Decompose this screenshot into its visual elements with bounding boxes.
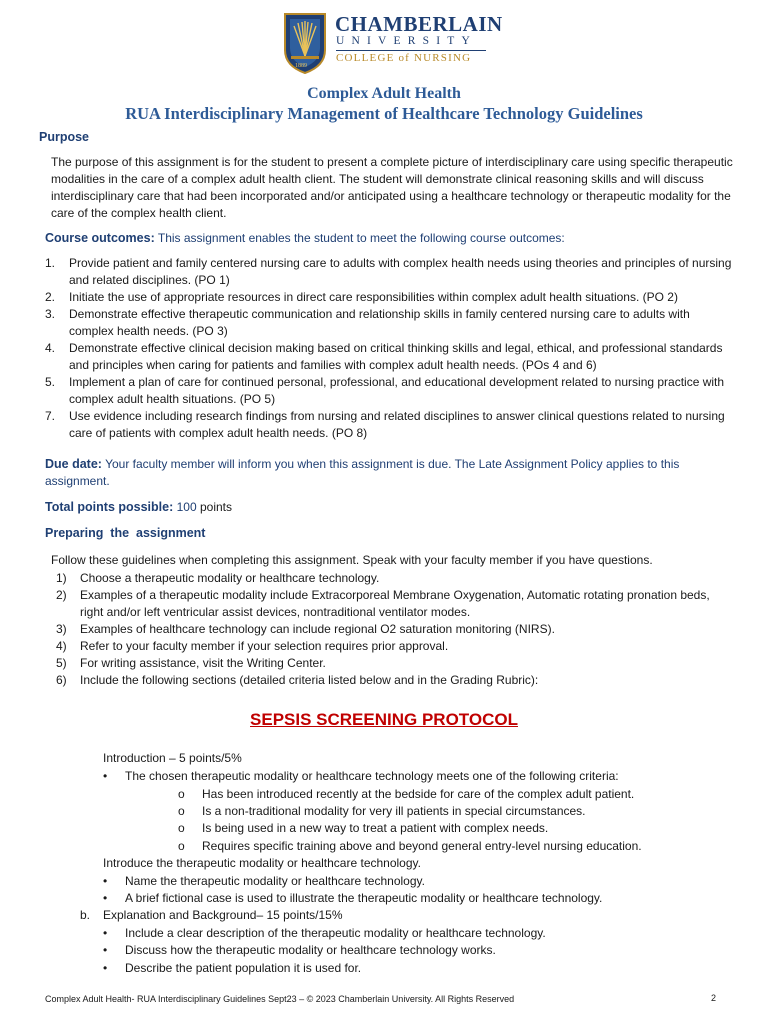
outcomes-list xyxy=(45,255,735,442)
criteria-item: o Is a non-traditional modality for very ill patients in special circumstances. xyxy=(178,804,586,818)
list-item: • Include a clear description of the therapeutic modality or healthcare technology. xyxy=(103,926,546,940)
intro-bullet: • The chosen therapeutic modality or healthcare technology meets one of the following criteria: xyxy=(103,769,619,783)
list-item: • Name the therapeutic modality or healthcare technology. xyxy=(103,874,425,888)
list-item: 3) Examples of healthcare technology can include regional O2 saturation monitoring (NIRS). xyxy=(56,622,555,636)
list-item: 4) Refer to your faculty member if your selection requires prior approval. xyxy=(56,639,449,653)
due-date-label: Due date: xyxy=(45,457,102,471)
criteria-item: o Has been introduced recently at the bedside for care of the complex adult patient. xyxy=(178,787,635,801)
list-item: 5) For writing assistance, visit the Writing Center. xyxy=(56,656,326,670)
introduce-heading: Introduce the therapeutic modality or healthcare technology. xyxy=(103,856,421,870)
list-item: 1. Provide patient and family centered nursing care to adults with complex health needs using theories and principles of nursing and related disciplines. (PO 1) xyxy=(45,256,732,287)
university-logo xyxy=(282,12,503,76)
logo-university: UNIVERSITY xyxy=(336,35,477,47)
logo-divider xyxy=(336,50,486,51)
total-points xyxy=(45,499,232,516)
total-points-unit: points xyxy=(199,500,232,514)
list-item: 4. Demonstrate effective clinical decision making based on critical thinking skills and legal, ethical, and professional standards and principles when caring for patients and families with complex adult health needs. (POs 4 and 6) xyxy=(45,341,723,372)
list-item: 2) Examples of a therapeutic modality include Extracorporeal Membrane Oxygenation, Automatic rotating pronation beds, right and/or left ventricular assist devices, nontraditional ventilator modes. xyxy=(56,588,710,619)
intro-heading: Introduction – 5 points/5% xyxy=(103,751,242,765)
preparing-heading: Preparing the assignment xyxy=(45,526,206,540)
list-item: 3. Demonstrate effective therapeutic communication and relationship skills in family centered nursing care to adults with complex health needs. (PO 3) xyxy=(45,307,690,338)
course-outcomes-label: Course outcomes: xyxy=(45,231,155,245)
criteria-item: o Is being used in a new way to treat a patient with complex needs. xyxy=(178,821,549,835)
list-item: 6) Include the following sections (detailed criteria listed below and in the Grading Rubric): xyxy=(56,673,539,687)
purpose-heading: Purpose xyxy=(39,130,90,144)
page-number: 2 xyxy=(711,993,717,1003)
document-subtitle: RUA Interdisciplinary Management of Healthcare Technology Guidelines xyxy=(125,104,643,123)
criteria-item: o Requires specific training above and beyond general entry-level nursing education. xyxy=(178,839,642,853)
section-b-heading: b. Explanation and Background– 15 points/15% xyxy=(80,908,343,922)
list-item: 1) Choose a therapeutic modality or healthcare technology. xyxy=(56,571,380,585)
course-outcomes xyxy=(45,230,745,247)
protocol-title: SEPSIS SCREENING PROTOCOL xyxy=(250,710,518,729)
due-date-text: Your faculty member will inform you when this assignment is due. The Late Assignment Policy applies to this assignment. xyxy=(45,457,680,488)
due-date xyxy=(45,456,725,490)
preparing-list xyxy=(56,570,736,689)
course-outcomes-text: This assignment enables the student to meet the following course outcomes: xyxy=(157,231,565,245)
total-points-label: Total points possible: xyxy=(45,500,174,514)
document-title: Complex Adult Health xyxy=(307,85,461,102)
purpose-text: The purpose of this assignment is for the student to present a complete picture of interdisciplinary care using specific therapeutic modalities in the care of a complex adult health client. The student will demonstrate clinical reasoning skills and will discuss interdisciplinary care that had been incorporated and/or anticipated using a healthcare technology or therapeutic modality for the care of the complex health client. xyxy=(51,155,733,220)
list-item: 7. Use evidence including research findings from nursing and related disciplines to answer clinical questions related to nursing care of patients with complex adult health needs. (PO 8) xyxy=(45,409,725,440)
list-item: 2. Initiate the use of appropriate resources in direct care responsibilities within complex adult health situations. (PO 2) xyxy=(45,290,678,304)
list-item: • A brief fictional case is used to illustrate the therapeutic modality or healthcare technology. xyxy=(103,891,603,905)
logo-college: COLLEGE of NURSING xyxy=(336,52,472,64)
preparing-intro: Follow these guidelines when completing this assignment. Speak with your faculty member if you have questions. xyxy=(51,553,653,567)
logo-year: 1889 xyxy=(295,63,307,69)
list-item: 5. Implement a plan of care for continued personal, professional, and educational development related to nursing practice with complex adult health situations. (PO 5) xyxy=(45,375,725,406)
list-item: • Discuss how the therapeutic modality or healthcare technology works. xyxy=(103,943,496,957)
logo-name: CHAMBERLAIN xyxy=(335,12,503,36)
total-points-value: 100 xyxy=(176,500,197,514)
list-item: • Describe the patient population it is used for. xyxy=(103,961,362,975)
footer-text: Complex Adult Health- RUA Interdisciplinary Guidelines Sept23 – © 2023 Chamberlain University. All Rights Reserved xyxy=(45,994,515,1004)
